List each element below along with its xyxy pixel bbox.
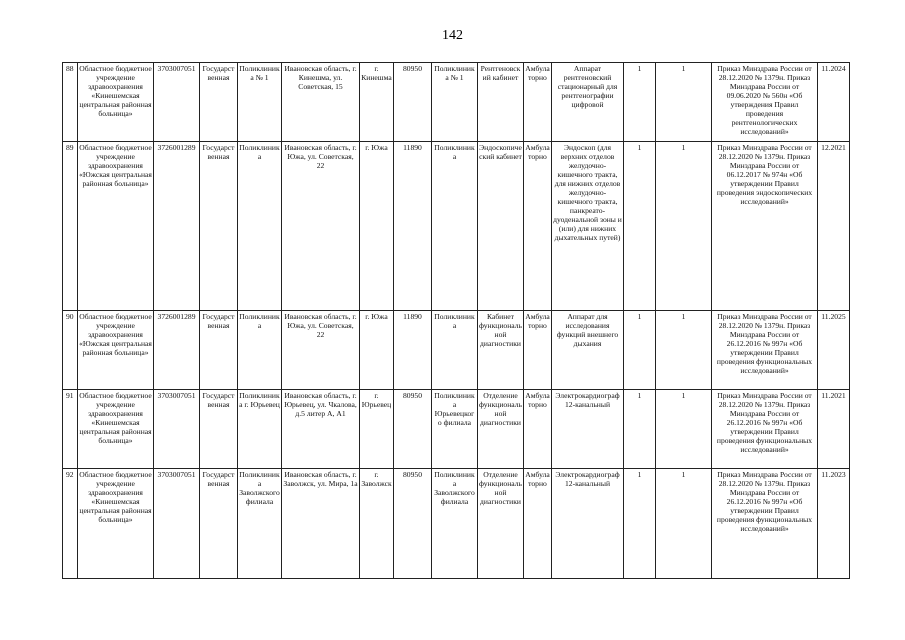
subunit-cell: Поликлиника № 1 — [432, 63, 478, 142]
equipment-cell: Электрокардиограф 12-канальный — [552, 469, 624, 579]
page-number: 142 — [442, 28, 463, 43]
inn-cell: 3726001289 — [154, 311, 200, 390]
order-cell: Приказ Минздрава России от 28.12.2020 № 1379н. Приказ Минздрава России от 06.12.2017 № 974н «Об утверждении Правил проведения эндоскопических исследований» — [712, 142, 818, 311]
organization-cell: Областное бюджетное учреждение здравоохранения «Кинешемская центральная районная больница» — [78, 390, 154, 469]
address-cell: Ивановская область, г. Южа, ул. Советская, 22 — [282, 142, 360, 311]
date-cell: 11.2024 — [818, 63, 850, 142]
table-row — [63, 390, 850, 469]
table-row — [63, 469, 850, 579]
quantity-cell: 1 — [624, 469, 656, 579]
quantity-cell: 1 — [624, 311, 656, 390]
room-cell: Отделение функциональной диагностики — [478, 469, 524, 579]
table-row — [63, 142, 850, 311]
quantity-cell: 1 — [624, 63, 656, 142]
room-cell: Отделение функциональной диагностики — [478, 390, 524, 469]
address-cell: Ивановская область, г. Заволжск, ул. Мира, 1а — [282, 469, 360, 579]
ownership-cell: Государственная — [200, 142, 238, 311]
oktmo-cell: 80950 — [394, 390, 432, 469]
date-cell: 12.2021 — [818, 142, 850, 311]
subunit-cell: Поликлиника Юрьевецкого филиала — [432, 390, 478, 469]
oktmo-cell: 80950 — [394, 63, 432, 142]
inn-cell: 3703007051 — [154, 63, 200, 142]
unit-cell: Поликлиника Заволжского филиала — [238, 469, 282, 579]
unit-cell: Поликлиника № 1 — [238, 63, 282, 142]
care-type-cell: Амбулаторно — [524, 63, 552, 142]
quantity-cell: 1 — [624, 142, 656, 311]
city-cell: г. Кинешма — [360, 63, 394, 142]
table-row — [63, 63, 850, 142]
date-cell: 11.2021 — [818, 390, 850, 469]
quantity-cell: 1 — [656, 63, 712, 142]
address-cell: Ивановская область, г. Южа, ул. Советская, 22 — [282, 311, 360, 390]
oktmo-cell: 80950 — [394, 469, 432, 579]
ownership-cell: Государственная — [200, 469, 238, 579]
row-number: 90 — [63, 311, 78, 390]
quantity-cell: 1 — [656, 469, 712, 579]
subunit-cell: Поликлиника — [432, 311, 478, 390]
address-cell: Ивановская область, г. Кинешма, ул. Советская, 15 — [282, 63, 360, 142]
inn-cell: 3703007051 — [154, 469, 200, 579]
order-cell: Приказ Минздрава России от 28.12.2020 № 1379н. Приказ Минздрава России от 09.06.2020 № 560н «Об утверждения Правил проведения рентгенологических исследований» — [712, 63, 818, 142]
organization-cell: Областное бюджетное учреждение здравоохранения «Южская центральная районная больница» — [78, 142, 154, 311]
ownership-cell: Государственная — [200, 390, 238, 469]
unit-cell: Поликлиника — [238, 142, 282, 311]
inn-cell: 3703007051 — [154, 390, 200, 469]
organization-cell: Областное бюджетное учреждение здравоохранения «Южская центральная районная больница» — [78, 311, 154, 390]
quantity-cell: 1 — [656, 142, 712, 311]
address-cell: Ивановская область, г. Юрьевец, ул. Чкалова, д.5 литер А, А1 — [282, 390, 360, 469]
equipment-cell: Эндоскоп (для верхних отделов желудочно-кишечного тракта, для нижних отделов желудочно-кишечного тракта, панкреато-дуоденальной зоны и (или) для нижних дыхательных путей) — [552, 142, 624, 311]
room-cell: Кабинет функциональной диагностики — [478, 311, 524, 390]
care-type-cell: Амбулаторно — [524, 469, 552, 579]
quantity-cell: 1 — [656, 311, 712, 390]
unit-cell: Поликлиника — [238, 311, 282, 390]
oktmo-cell: 11890 — [394, 311, 432, 390]
equipment-table — [62, 62, 850, 579]
subunit-cell: Поликлиника Заволжского филиала — [432, 469, 478, 579]
subunit-cell: Поликлиника — [432, 142, 478, 311]
care-type-cell: Амбулаторно — [524, 311, 552, 390]
table-row — [63, 311, 850, 390]
ownership-cell: Государственная — [200, 311, 238, 390]
room-cell: Эндоскопический кабинет — [478, 142, 524, 311]
care-type-cell: Амбулаторно — [524, 390, 552, 469]
order-cell: Приказ Минздрава России от 28.12.2020 № 1379н. Приказ Минздрава России от 26.12.2016 № 997н «Об утверждении Правил проведения функциональных исследований» — [712, 311, 818, 390]
order-cell: Приказ Минздрава России от 28.12.2020 № 1379н. Приказ Минздрава России от 26.12.2016 № 997н «Об утверждении Правил проведения функциональных исследований» — [712, 469, 818, 579]
equipment-cell: Электрокардиограф 12-канальный — [552, 390, 624, 469]
organization-cell: Областное бюджетное учреждение здравоохранения «Кинешемская центральная районная больница» — [78, 63, 154, 142]
order-cell: Приказ Минздрава России от 28.12.2020 № 1379н. Приказ Минздрава России от 26.12.2016 № 997н «Об утверждении Правил проведения функциональных исследований» — [712, 390, 818, 469]
city-cell: г. Юрьевец — [360, 390, 394, 469]
organization-cell: Областное бюджетное учреждение здравоохранения «Кинешемская центральная районная больница» — [78, 469, 154, 579]
quantity-cell: 1 — [624, 390, 656, 469]
care-type-cell: Амбулаторно — [524, 142, 552, 311]
date-cell: 11.2023 — [818, 469, 850, 579]
row-number: 88 — [63, 63, 78, 142]
room-cell: Рентгеновский кабинет — [478, 63, 524, 142]
unit-cell: Поликлиника г. Юрьевец — [238, 390, 282, 469]
city-cell: г. Южа — [360, 142, 394, 311]
equipment-cell: Аппарат рентгеновский стационарный для рентгенографии цифровой — [552, 63, 624, 142]
row-number: 91 — [63, 390, 78, 469]
city-cell: г. Заволжск — [360, 469, 394, 579]
city-cell: г. Южа — [360, 311, 394, 390]
row-number: 92 — [63, 469, 78, 579]
date-cell: 11.2025 — [818, 311, 850, 390]
ownership-cell: Государственная — [200, 63, 238, 142]
row-number: 89 — [63, 142, 78, 311]
oktmo-cell: 11890 — [394, 142, 432, 311]
quantity-cell: 1 — [656, 390, 712, 469]
equipment-cell: Аппарат для исследования функций внешнего дыхания — [552, 311, 624, 390]
inn-cell: 3726001289 — [154, 142, 200, 311]
